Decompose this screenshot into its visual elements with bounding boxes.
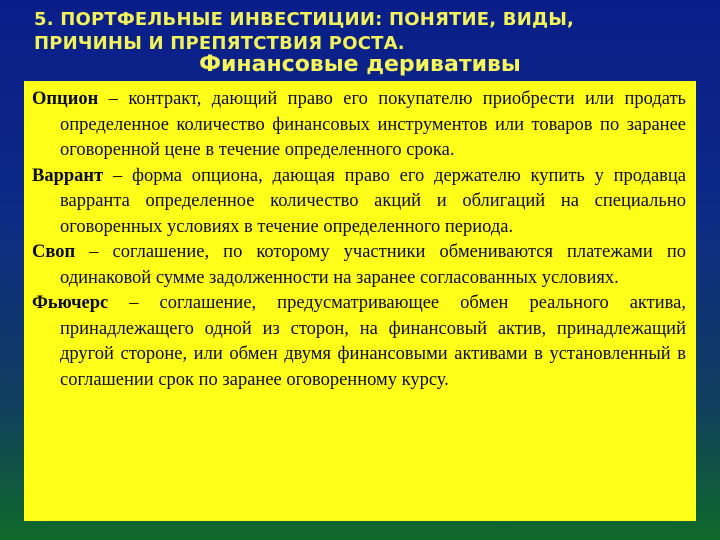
definition-warrant (32, 164, 686, 241)
slide-title: 5. ПОРТФЕЛЬНЫЕ ИНВЕСТИЦИИ: ПОНЯТИЕ, ВИДЫ, ПРИЧИНЫ И ПРЕПЯТСТВИЯ РОСТА. (34, 9, 575, 54)
definition-swap (32, 240, 686, 291)
definition-text: – контракт, дающий право его покупателю приобрести или продать определенное количество финансовых инструментов или товаров по заранее оговоренной цене в течение определенного срока. (60, 89, 686, 160)
term-swap: Своп (32, 242, 76, 262)
definition-text: – соглашение, предусматривающее обмен реального актива, принадлежащего одной из сторон, на финансовый актив, принадлежащий другой стороне, или обмен двумя финансовыми активами в установленный в соглашении срок по заранее оговоренному курсу. (60, 293, 686, 390)
definition-text: – форма опциона, дающая право его держателю купить у продавца варранта определенное количество акций и облигаций на специально оговоренных условиях в течение определенного периода. (60, 165, 686, 237)
definition-futures (32, 291, 686, 393)
definition-text: – соглашение, по которому участники обмениваются платежами по одинаковой сумме задолженности на заранее согласованных условиях. (60, 242, 686, 288)
slide-subtitle: Финансовые деривативы (199, 52, 521, 77)
term-futures: Фьючерс (32, 293, 109, 313)
term-warrant: Варрант (32, 165, 104, 186)
term-option: Опцион (32, 89, 99, 109)
definitions-panel (24, 81, 696, 521)
definition-option (32, 87, 686, 164)
